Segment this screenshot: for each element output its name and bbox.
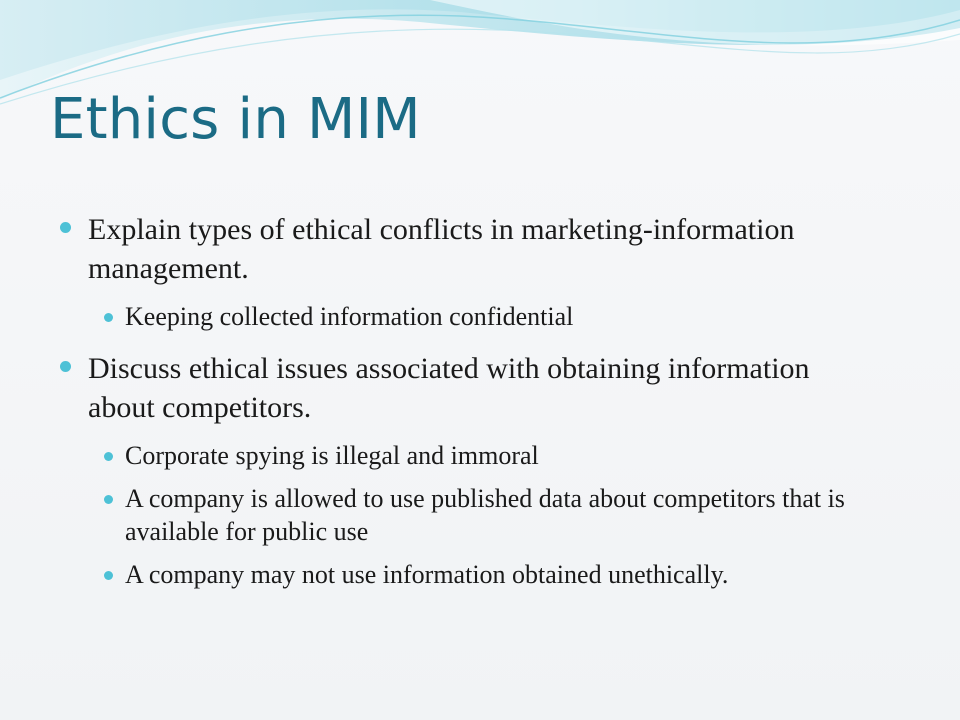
- sub-bullet-dot-icon: [104, 313, 113, 322]
- sub-bullet-item: [58, 558, 878, 591]
- slide-title: Ethics in MIM: [50, 87, 421, 152]
- bullet-item: [58, 349, 878, 427]
- bullet-dot-icon: [60, 361, 71, 372]
- sub-bullet-text: A company is allowed to use published data about competitors that is available for public use: [125, 484, 845, 546]
- bullet-dot-icon: [60, 222, 71, 233]
- sub-bullet-text: Keeping collected information confidential: [125, 302, 574, 331]
- sub-bullet-list: [58, 439, 878, 591]
- sub-bullet-dot-icon: [104, 571, 113, 580]
- sub-bullet-dot-icon: [104, 452, 113, 461]
- bullet-item: [58, 210, 878, 288]
- bullet-text: Explain types of ethical conflicts in marketing-information management.: [88, 213, 795, 285]
- sub-bullet-text: A company may not use information obtained unethically.: [125, 560, 729, 589]
- sub-bullet-item: [58, 439, 878, 472]
- bullet-list: [58, 210, 878, 601]
- sub-bullet-text: Corporate spying is illegal and immoral: [125, 441, 539, 470]
- sub-bullet-item: [58, 300, 878, 333]
- sub-bullet-dot-icon: [104, 495, 113, 504]
- sub-bullet-item: [58, 482, 878, 548]
- sub-bullet-list: [58, 300, 878, 333]
- bullet-text: Discuss ethical issues associated with obtaining information about competitors.: [88, 352, 810, 424]
